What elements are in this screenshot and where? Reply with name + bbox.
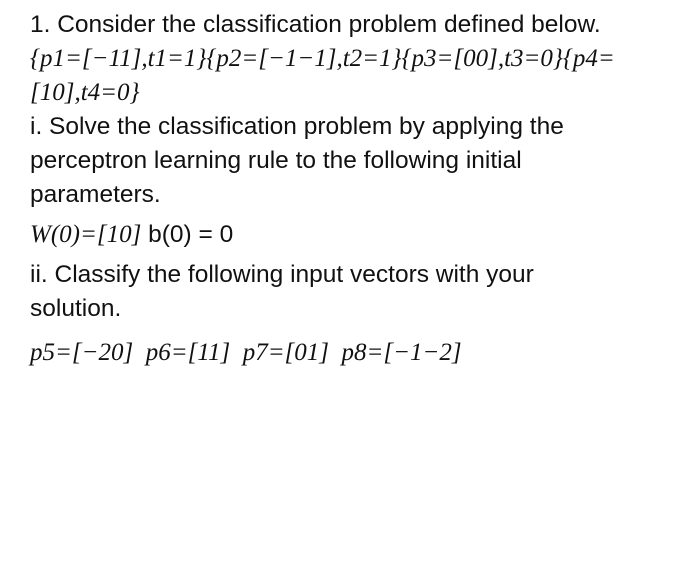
training-set-line-2: [10],t4=0}	[30, 79, 140, 106]
part-ii-line-1: ii. Classify the following input vectors with your	[30, 261, 534, 288]
part-i-line-2: perceptron learning rule to the following initial	[30, 147, 522, 174]
training-set-line-1: {p1=[−11],t1=1}{p2=[−1−1],t2=1}{p3=[00],t3=0}{p4=	[30, 45, 615, 72]
question-block	[30, 8, 690, 370]
initial-parameters	[30, 218, 690, 252]
input-p5: p5=[−20]	[30, 339, 134, 366]
part-ii-line-2: solution.	[30, 295, 122, 322]
input-vectors	[30, 336, 690, 370]
initial-weight: W(0)=[10]	[30, 221, 142, 248]
input-p6: p6=[11]	[145, 339, 231, 366]
input-p7: p7=[01]	[242, 339, 330, 366]
part-i-line-1: i. Solve the classification problem by applying the	[30, 113, 564, 140]
part-i-line-3: parameters.	[30, 181, 161, 208]
input-p8: p8=[−1−2]	[341, 339, 462, 366]
initial-bias: b(0) = 0	[148, 221, 234, 248]
question-heading: 1. Consider the classification problem defined below.	[30, 11, 601, 38]
